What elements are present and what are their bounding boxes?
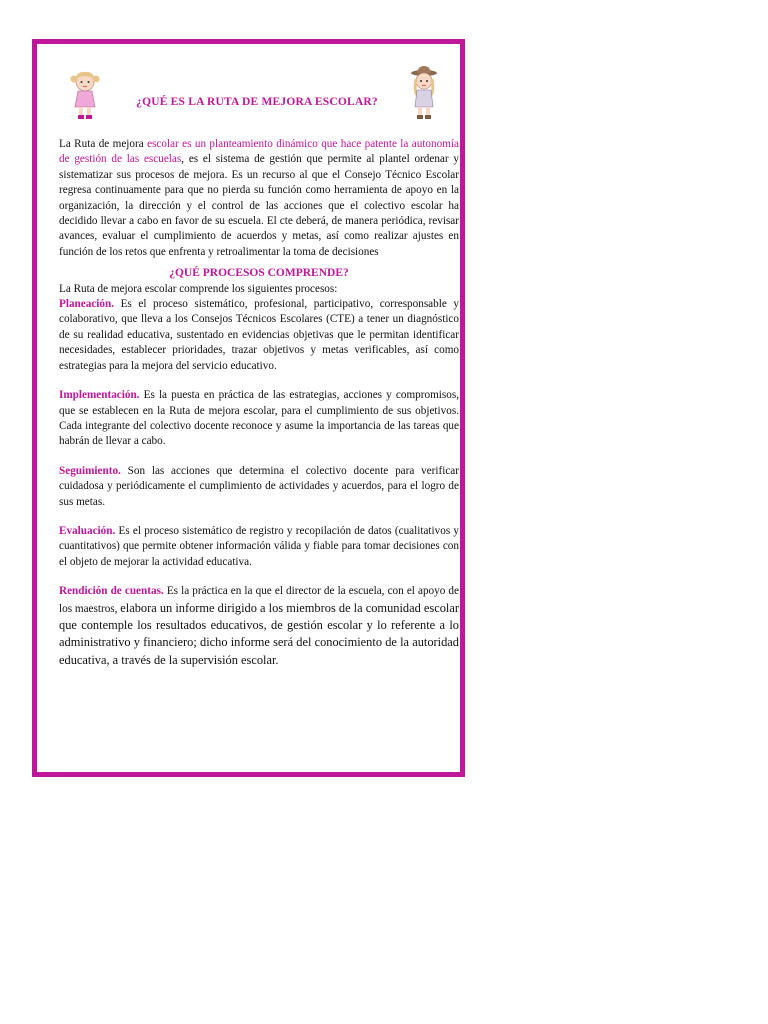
process-rendicion [59,584,459,669]
process-text: elabora un informe dirigido a los miembros de la comunidad escolar que contemple los resultados educativos, de gestión escolar y lo referente a lo administrativo y financiero; dicho informe será del conocimiento de la autoridad educativa, a través de la supervisión escolar. [59,600,459,667]
intro-rest: , es el sistema de gestión que permite al plantel ordenar y sistematizar sus procesos de mejora. Es un recurso al que el Consejo Técnico Escolar regresa continuamente para que no pierda su función como herramienta de apoyo en la organización, la dirección y el control de las acciones que el colectivo escolar ha decidido llevar a cabo en favor de su escuela. El cte deberá, de manera periódica, revisar avances, evaluar el cumplimiento de acuerdos y metas, así como realizar ajustes en función de los retos que enfrenta y retroalimentar la toma de decisiones [59,153,459,258]
doll-girl-icon [68,69,102,121]
page-title: ¿QUÉ ES LA RUTA DE MEJORA ESCOLAR? [136,96,378,108]
document-body [59,137,459,669]
process-term: Seguimiento. [59,464,121,477]
process-text-small: Es la práctica en la que el director de la escuela, con el apoyo de los maestros, [59,585,459,615]
process-implementacion [59,388,459,450]
process-seguimiento [59,464,459,510]
process-term: Planeación. [59,298,115,311]
section-subtitle: ¿QUÉ PROCESOS COMPRENDE? [169,267,349,280]
intro-highlight: escolar es un planteamiento dinámico que hace patente la autonomía de gestión de las escuelas [59,138,459,166]
process-evaluacion [59,524,459,570]
doll-girl-hat-icon [407,65,441,121]
process-planeacion [59,297,459,374]
process-text: Es el proceso sistemático de registro y recopilación de datos (cualitativos y cuantitativos) que permite obtener información válida y fiable para tomar decisiones con el objeto de mejorar la actividad educativa. [59,524,459,568]
process-text: Es la puesta en práctica de las estrategias, acciones y compromisos, que se establecen en la Ruta de mejora escolar, para el cumplimiento de sus objetivos. Cada integrante del colectivo docente reconoce y asume la importancia de las tareas que habrán de llevar a cabo. [59,389,459,448]
intro-lead: La Ruta de mejora [59,138,148,150]
process-term: Rendición de cuentas. [59,585,164,598]
document-frame [32,39,465,777]
intro-paragraph [59,137,459,260]
process-term: Evaluación. [59,524,116,537]
process-text: Son las acciones que determina el colectivo docente para verificar cuidadosa y periódicamente el cumplimiento de actividades y acuerdos, para el logro de sus metas. [59,464,459,508]
process-term: Implementación. [59,389,140,402]
section-intro: La Ruta de mejora escolar comprende los siguientes procesos: [59,282,338,295]
process-text: Es el proceso sistemático, profesional, participativo, corresponsable y colaborativo, que lleva a los Consejos Técnicos Escolares (CTE) a tener un diagnóstico de su realidad educativa, sustentado en evidencias objetivas que le permitan identificar necesidades, establecer prioridades, trazar objetivos y metas verificables, así como estrategias para la mejora del servicio educativo. [59,298,459,372]
